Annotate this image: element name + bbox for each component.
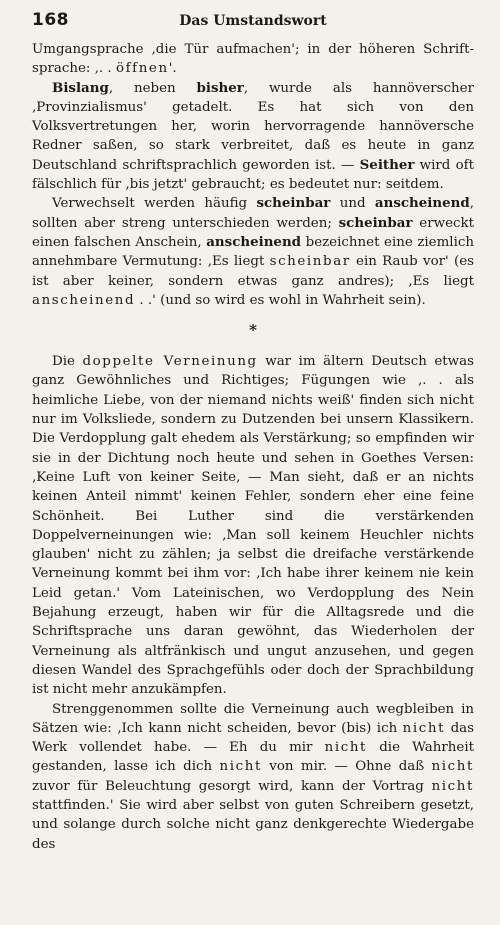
term-bisher: bisher (196, 79, 244, 96)
paragraph-doppelte-verneinung: Die doppelte Verneinung war im ältern Deutsch etwas ganz Gewöhnliches und Richtiges; Fügungen wie ‚. . als heimliche Liebe, von der niemand nichts weiß' finden sich nicht nur im Volksliede, sondern zu Dutzenden bei unsern Klassikern. Die Verdopplung galt ehedem als Verstärkung; so empfinden wir sie in der Dichtung noch heute und sehen in Goethes Versen: ‚Keine Luft von keiner Seite, — Man sieht, daß er an nichts keinen Anteil nimmt' keinen Fehler, sondern eher eine feine Schönheit. Bei Luther sind die verstärkenden Doppelverneinungen wie: ‚Man soll keinem Heuchler nichts glauben' nicht zu zählen; ja selbst die dreifache verstärkende Verneinung kommt bei ihm vor: ‚Ich habe ihrer keinem nie kein Leid getan.' Vom Lateinischen, wo Verdopplung des Nein Bejahung erzeugt, haben wir für die Alltagsrede und die Schriftsprache uns daran gewöhnt, das Wiederholen der Verneinung als altfränkisch und ungut anzusehen, und gegen diesen Wandel des Sprachgefühls oder doch der Sprachbildung ist nicht mehr anzukämpfen. (32, 354, 474, 698)
term-scheinbar: scheinbar (256, 195, 331, 212)
spaced-term-doppelte-verneinung: doppelte Verneinung (82, 354, 258, 370)
term-anscheinend: anscheinend (206, 233, 302, 250)
paragraph-strenggenommen: Strenggenommen sollte die Verneinung auch wegbleiben in Sätzen wie: ‚Ich kann nicht scheiden, bevor (bis) ich nicht das Werk vollendet habe. — Eh du mir nicht die Wahrheit gestanden, lasse ich dich nicht von mir. — Ohne daß nicht zuvor für Beleuchtung gesorgt wird, kann der Vortrag nicht stattfinden.' Sie wird aber selbst von guten Schreibern gesetzt, und solange durch solche nicht ganz denkgerechte Wiedergabe des (32, 701, 474, 852)
page-header (32, 10, 474, 36)
paragraph-scheinbar: Verwechselt werden häufig scheinbar und anscheinend, sollten aber streng unterschieden werden; scheinbar erweckt einen falschen Anschein, anscheinend bezeichnet eine ziemlich annehmbare Vermutung: ‚Es liegt scheinbar ein Raub vor' (es ist aber keiner, sondern etwas ganz andres); ‚Es liegt anscheinend . .' (und so wird es wohl in Wahrheit sein). (32, 195, 474, 308)
spaced-word: nicht (219, 759, 262, 775)
paragraph-umgangsprache: Umgangsprache ‚die Tür aufmachen'; in der höheren Schrift-sprache: ‚. . öffnen'. (32, 42, 474, 77)
spaced-word: nicht (431, 778, 474, 794)
term-anscheinend: anscheinend (374, 195, 470, 212)
spaced-word: öffnen (115, 61, 169, 77)
spaced-word: nicht (431, 759, 474, 775)
spaced-word: anscheinend (32, 292, 136, 308)
paragraph-bislang: Bislang, neben bisher, wurde als hannöverscher ‚Provinzialismus' getadelt. Es hat sich von den Volksvertretungen her, worin hervorragende hannöversche Redner saßen, so stark verbreitet, daß es heute in ganz Deutschland schriftsprachlich geworden ist. — Seither wird oft fälschlich für ‚bis jetzt' gebraucht; es bedeutet nur: seitdem. (32, 79, 474, 193)
term-bislang: Bislang (52, 79, 109, 96)
spaced-word: nicht (324, 740, 368, 756)
page-number: 168 (32, 10, 69, 30)
term-scheinbar: scheinbar (338, 214, 413, 231)
term-seither: Seither (359, 156, 415, 173)
running-head: Das Umstandswort (179, 13, 327, 29)
spaced-word: nicht (402, 720, 446, 736)
spaced-word: scheinbar (269, 254, 351, 270)
section-divider: * (249, 321, 257, 340)
